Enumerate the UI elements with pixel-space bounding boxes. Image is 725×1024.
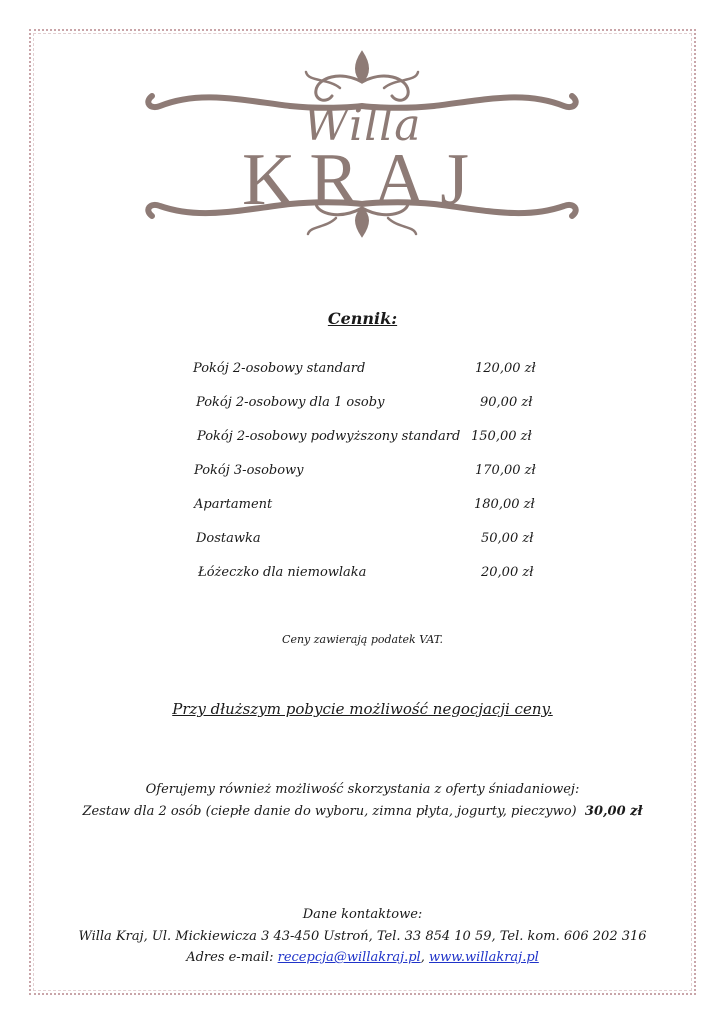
willa-kraj-logo (140, 48, 585, 240)
breakfast-set-description: Zestaw dla 2 osób (ciepłe danie do wyboru, zimna płyta, jogurty, pieczywo) (82, 804, 577, 819)
breakfast-set-price: 30,00 zł (584, 804, 643, 819)
website-link[interactable]: www.willakraj.pl (429, 950, 539, 965)
contact-links (0, 947, 725, 968)
price-item-value: 150,00 zł (471, 429, 532, 444)
price-item-value: 180,00 zł (474, 497, 535, 512)
contact-address: Willa Kraj, Ul. Mickiewicza 3 43-450 Ustroń, Tel. 33 854 10 59, Tel. kom. 606 202 316 (78, 929, 647, 944)
logo-script-text: Willa (303, 100, 422, 151)
price-item-value: 20,00 zł (481, 565, 534, 580)
negotiation-note: Przy dłuższym pobycie możliwość negocjacji ceny. (172, 700, 553, 718)
price-item-name: Pokój 2-osobowy podwyższony standard (197, 429, 461, 444)
price-item-name: Apartament (194, 497, 273, 512)
logo-main-text: KRAJ (241, 139, 484, 221)
email-label: Adres e-mail: (186, 950, 274, 965)
contact-heading: Dane kontaktowe: (302, 907, 423, 922)
price-list-title: Cennik: (327, 309, 398, 328)
price-item-name: Pokój 3-osobowy (194, 463, 304, 478)
price-item-name: Pokój 2-osobowy dla 1 osoby (196, 395, 385, 410)
breakfast-offer-line: Oferujemy również możliwość skorzystania z oferty śniadaniowej: (145, 782, 580, 797)
price-item-value: 90,00 zł (480, 395, 533, 410)
price-item-value: 120,00 zł (475, 361, 536, 376)
breakfast-set-line (0, 801, 725, 823)
vat-note: Ceny zawierają podatek VAT. (282, 633, 443, 646)
contact-separator: , (420, 950, 425, 965)
price-item-name: Pokój 2-osobowy standard (193, 361, 366, 376)
price-item-name: Łóżeczko dla niemowlaka (198, 565, 367, 580)
price-item-value: 50,00 zł (481, 531, 534, 546)
email-link[interactable]: recepcja@willakraj.pl (277, 950, 421, 965)
price-item-name: Dostawka (196, 531, 261, 546)
price-item-value: 170,00 zł (475, 463, 536, 478)
